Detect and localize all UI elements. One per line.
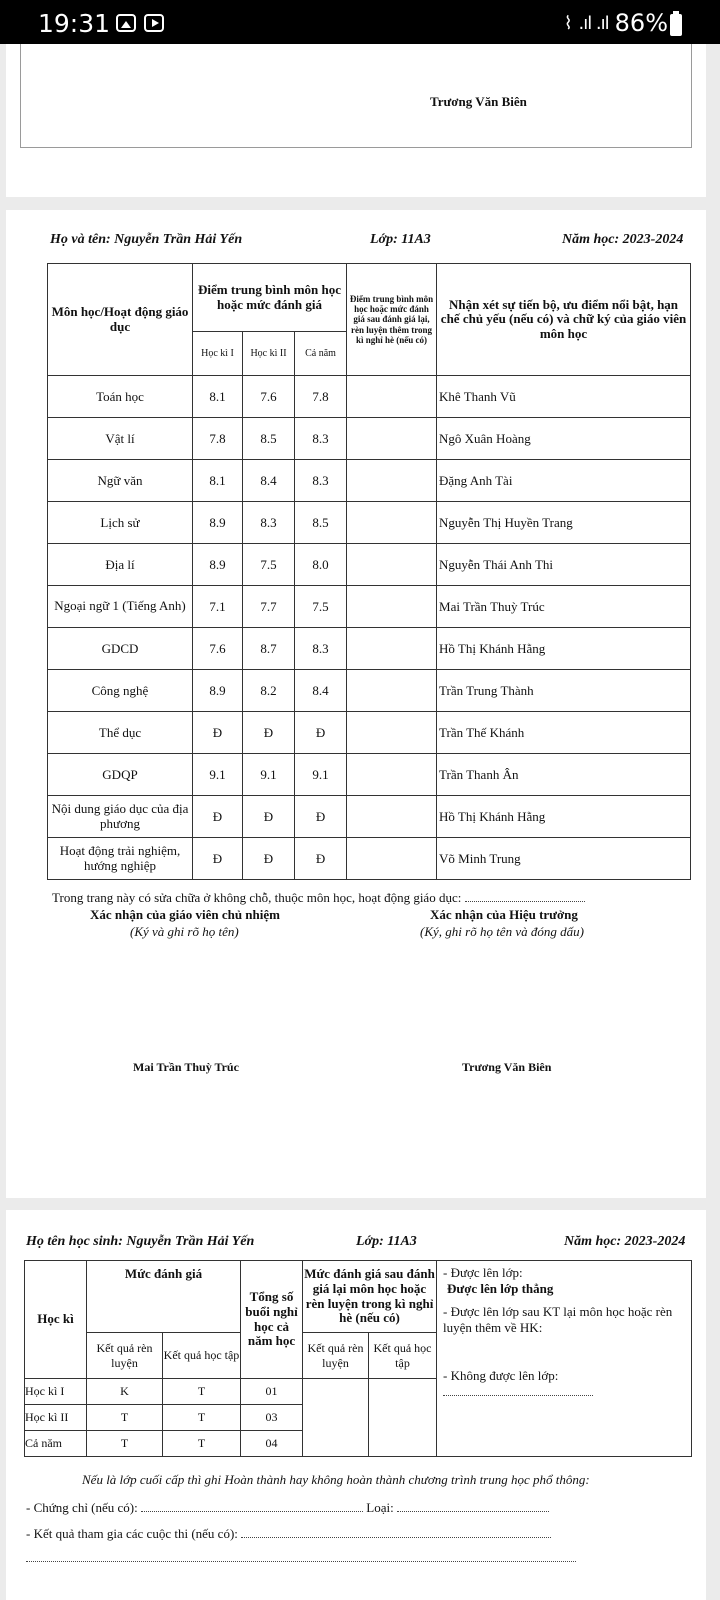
grade-year: Đ	[295, 838, 347, 880]
header-re-study: Kết quả học tập	[369, 1333, 437, 1379]
grade-summer	[347, 670, 437, 712]
grade-summer	[347, 754, 437, 796]
grade-term2: Đ	[243, 838, 295, 880]
grade-term1: 8.1	[193, 460, 243, 502]
grade-term2: 8.5	[243, 418, 295, 460]
grade-year: 8.3	[295, 418, 347, 460]
grade-summer	[347, 796, 437, 838]
principal-signature-name: Trương Văn Biên	[462, 1060, 552, 1074]
not-promoted-label: - Không được lên lớp:	[443, 1368, 559, 1383]
grade-year: 8.3	[295, 628, 347, 670]
grade-teacher: Hồ Thị Khánh Hằng	[437, 796, 691, 838]
document-page-3	[6, 1210, 706, 1600]
grade-summer	[347, 460, 437, 502]
grade-row	[48, 712, 691, 754]
grade-row	[48, 796, 691, 838]
summary-absent-1: 01	[241, 1379, 303, 1405]
homeroom-title: Xác nhận của giáo viên chủ nhiệm	[90, 907, 280, 922]
grade-summer	[347, 376, 437, 418]
grade-row	[48, 418, 691, 460]
summary-absent-3: 04	[241, 1431, 303, 1457]
status-bar	[0, 0, 720, 44]
header-conduct: Kết quả rèn luyện	[87, 1333, 163, 1379]
grade-row	[48, 754, 691, 796]
grade-row	[48, 460, 691, 502]
summary-term-2: Học kì II	[25, 1405, 87, 1431]
grade-row	[48, 586, 691, 628]
header-subject: Môn học/Hoạt động giáo dục	[48, 264, 193, 376]
header-comments: Nhận xét sự tiến bộ, ưu điểm nổi bật, hạn chế chủ yếu (nếu có) và chữ ký của giáo viên môn học	[437, 264, 691, 376]
grade-term1: 8.9	[193, 670, 243, 712]
grade-subject: Địa lí	[48, 544, 193, 586]
grade-term1: Đ	[193, 838, 243, 880]
homeroom-hint: (Ký và ghi rõ họ tên)	[130, 924, 239, 939]
summary-table	[24, 1260, 692, 1457]
grade-teacher: Mai Trần Thuỳ Trúc	[437, 586, 691, 628]
header-term1: Học kì I	[193, 332, 243, 376]
battery-icon	[670, 14, 682, 36]
grade-term1: Đ	[193, 712, 243, 754]
student-name: Họ và tên: Nguyễn Trần Hải Yến	[50, 232, 243, 247]
summary-conduct-1: K	[87, 1379, 163, 1405]
header-term2: Học kì II	[243, 332, 295, 376]
principal-hint: (Ký, ghi rõ họ tên và đóng dấu)	[420, 924, 584, 939]
type-label: Loại:	[366, 1500, 394, 1515]
grade-subject: Lịch sử	[48, 502, 193, 544]
battery-percent: 86%	[614, 9, 668, 37]
contest-line	[26, 1526, 551, 1542]
gallery-notification-icon	[116, 14, 136, 32]
grade-teacher: Đặng Anh Tài	[437, 460, 691, 502]
grade-teacher: Trần Thế Khánh	[437, 712, 691, 754]
final-note: Nếu là lớp cuối cấp thì ghi Hoàn thành hay không hoàn thành chương trình trung học phổ thông:	[82, 1472, 590, 1487]
promoted-label: - Được lên lớp:	[443, 1265, 523, 1280]
certificate-dots	[141, 1502, 363, 1512]
grade-term2: 8.2	[243, 670, 295, 712]
grade-row	[48, 670, 691, 712]
grade-term1: 8.9	[193, 544, 243, 586]
document-page-2	[6, 210, 706, 1198]
grade-subject: Vật lí	[48, 418, 193, 460]
page-frame	[20, 44, 692, 148]
grade-summer	[347, 586, 437, 628]
grade-term1: 8.1	[193, 376, 243, 418]
summary-study-3: T	[163, 1431, 241, 1457]
summary-study-1: T	[163, 1379, 241, 1405]
grades-table	[47, 263, 691, 880]
header-summer: Điểm trung bình môn học hoặc mức đánh giá sau đánh giá lại, rèn luyện thêm trong kì nghỉ hè (nếu có)	[347, 264, 437, 376]
grade-teacher: Trần Thanh Ân	[437, 754, 691, 796]
grade-summer	[347, 544, 437, 586]
grade-year: Đ	[295, 796, 347, 838]
grade-subject: Hoạt động trải nghiệm, hướng nghiệp	[48, 838, 193, 880]
contest-dots	[241, 1528, 551, 1538]
status-right	[564, 9, 668, 37]
grade-teacher: Ngô Xuân Hoàng	[437, 418, 691, 460]
grade-year: 7.5	[295, 586, 347, 628]
summary-study-2: T	[163, 1405, 241, 1431]
header-term: Học kì	[25, 1261, 87, 1379]
grade-year: 9.1	[295, 754, 347, 796]
grade-teacher: Nguyễn Thái Anh Thi	[437, 544, 691, 586]
video-notification-icon	[144, 14, 164, 32]
grade-year: 8.3	[295, 460, 347, 502]
grade-subject: Ngữ văn	[48, 460, 193, 502]
summary-re-study	[369, 1379, 437, 1457]
grade-row	[48, 376, 691, 418]
class-label: Lớp: 11A3	[370, 232, 431, 247]
grade-term2: Đ	[243, 796, 295, 838]
grades-body	[48, 376, 691, 880]
header-rating: Mức đánh giá	[87, 1261, 241, 1333]
grade-subject: Ngoại ngữ 1 (Tiếng Anh)	[48, 586, 193, 628]
grade-term1: 9.1	[193, 754, 243, 796]
header-study: Kết quả học tập	[163, 1333, 241, 1379]
grade-summer	[347, 502, 437, 544]
homeroom-signature-name: Mai Trần Thuỳ Trúc	[133, 1060, 239, 1074]
grade-term1: Đ	[193, 796, 243, 838]
grade-term2: 8.7	[243, 628, 295, 670]
correction-dots	[465, 892, 585, 902]
summary-term-1: Học kì I	[25, 1379, 87, 1405]
blank-dots-line	[26, 1552, 576, 1562]
header-year: Cả năm	[295, 332, 347, 376]
promoted-value: Được lên lớp thẳng	[447, 1281, 554, 1297]
school-year: Năm học: 2023-2024	[562, 232, 684, 247]
grade-teacher: Nguyễn Thị Huyền Trang	[437, 502, 691, 544]
type-dots	[397, 1502, 549, 1512]
summary-term-3: Cả năm	[25, 1431, 87, 1457]
document-page-1	[6, 44, 706, 197]
grade-term2: 9.1	[243, 754, 295, 796]
contest-label: - Kết quả tham gia các cuộc thi (nếu có):	[26, 1526, 238, 1541]
grade-teacher: Võ Minh Trung	[437, 838, 691, 880]
grade-term2: 8.3	[243, 502, 295, 544]
grade-term1: 7.8	[193, 418, 243, 460]
grade-row	[48, 544, 691, 586]
grade-year: Đ	[295, 712, 347, 754]
grade-teacher: Trần Trung Thành	[437, 670, 691, 712]
grade-subject: Công nghệ	[48, 670, 193, 712]
correction-note	[52, 890, 585, 906]
correction-note-text: Trong trang này có sửa chữa ở không chỗ, thuộc môn học, hoạt động giáo dục:	[52, 890, 462, 905]
grade-summer	[347, 418, 437, 460]
grade-term1: 8.9	[193, 502, 243, 544]
grade-term1: 7.6	[193, 628, 243, 670]
grade-year: 8.0	[295, 544, 347, 586]
school-year: Năm học: 2023-2024	[564, 1234, 686, 1249]
grade-term2: 7.7	[243, 586, 295, 628]
grade-subject: GDQP	[48, 754, 193, 796]
summary-absent-2: 03	[241, 1405, 303, 1431]
header-average: Điểm trung bình môn học hoặc mức đánh giá	[193, 264, 347, 332]
principal-signature-name: Trương Văn Biên	[430, 94, 527, 109]
grade-year: 8.4	[295, 670, 347, 712]
summary-conduct-2: T	[87, 1405, 163, 1431]
grade-summer	[347, 838, 437, 880]
grade-summer	[347, 712, 437, 754]
grade-subject: Toán học	[48, 376, 193, 418]
grade-year: 7.8	[295, 376, 347, 418]
summary-conduct-3: T	[87, 1431, 163, 1457]
student-name: Họ tên học sinh: Nguyễn Trần Hải Yến	[26, 1234, 255, 1249]
class-label: Lớp: 11A3	[356, 1234, 417, 1249]
promotion-cell	[437, 1261, 692, 1457]
status-time: 19:31	[38, 9, 111, 38]
grade-row	[48, 502, 691, 544]
certificate-label: - Chứng chỉ (nếu có):	[26, 1500, 138, 1515]
header-re-rating: Mức đánh giá sau đánh giá lại môn học hoặc rèn luyện trong kì nghỉ hè (nếu có)	[303, 1261, 437, 1333]
grade-year: 8.5	[295, 502, 347, 544]
grade-subject: GDCD	[48, 628, 193, 670]
grade-row	[48, 628, 691, 670]
principal-title: Xác nhận của Hiệu trưởng	[430, 907, 578, 922]
grade-term2: 7.5	[243, 544, 295, 586]
certificate-line	[26, 1500, 549, 1516]
wifi-icon: ⌇	[563, 12, 573, 34]
summary-re-conduct	[303, 1379, 369, 1457]
grade-subject: Thể dục	[48, 712, 193, 754]
header-absent: Tổng số buổi nghỉ học cả năm học	[241, 1261, 303, 1379]
grade-term2: 7.6	[243, 376, 295, 418]
grade-row	[48, 838, 691, 880]
grade-summer	[347, 628, 437, 670]
grade-teacher: Khê Thanh Vũ	[437, 376, 691, 418]
not-promoted-dots	[443, 1386, 593, 1396]
after-retest-label: - Được lên lớp sau KT lại môn học hoặc rèn luyện thêm về HK:	[443, 1303, 673, 1335]
header-re-conduct: Kết quả rèn luyện	[303, 1333, 369, 1379]
grade-subject: Nội dung giáo dục của địa phương	[48, 796, 193, 838]
grade-term1: 7.1	[193, 586, 243, 628]
grade-term2: 8.4	[243, 460, 295, 502]
grade-teacher: Hồ Thị Khánh Hằng	[437, 628, 691, 670]
grade-term2: Đ	[243, 712, 295, 754]
signal-icon: .ıl .ıl	[578, 12, 609, 34]
